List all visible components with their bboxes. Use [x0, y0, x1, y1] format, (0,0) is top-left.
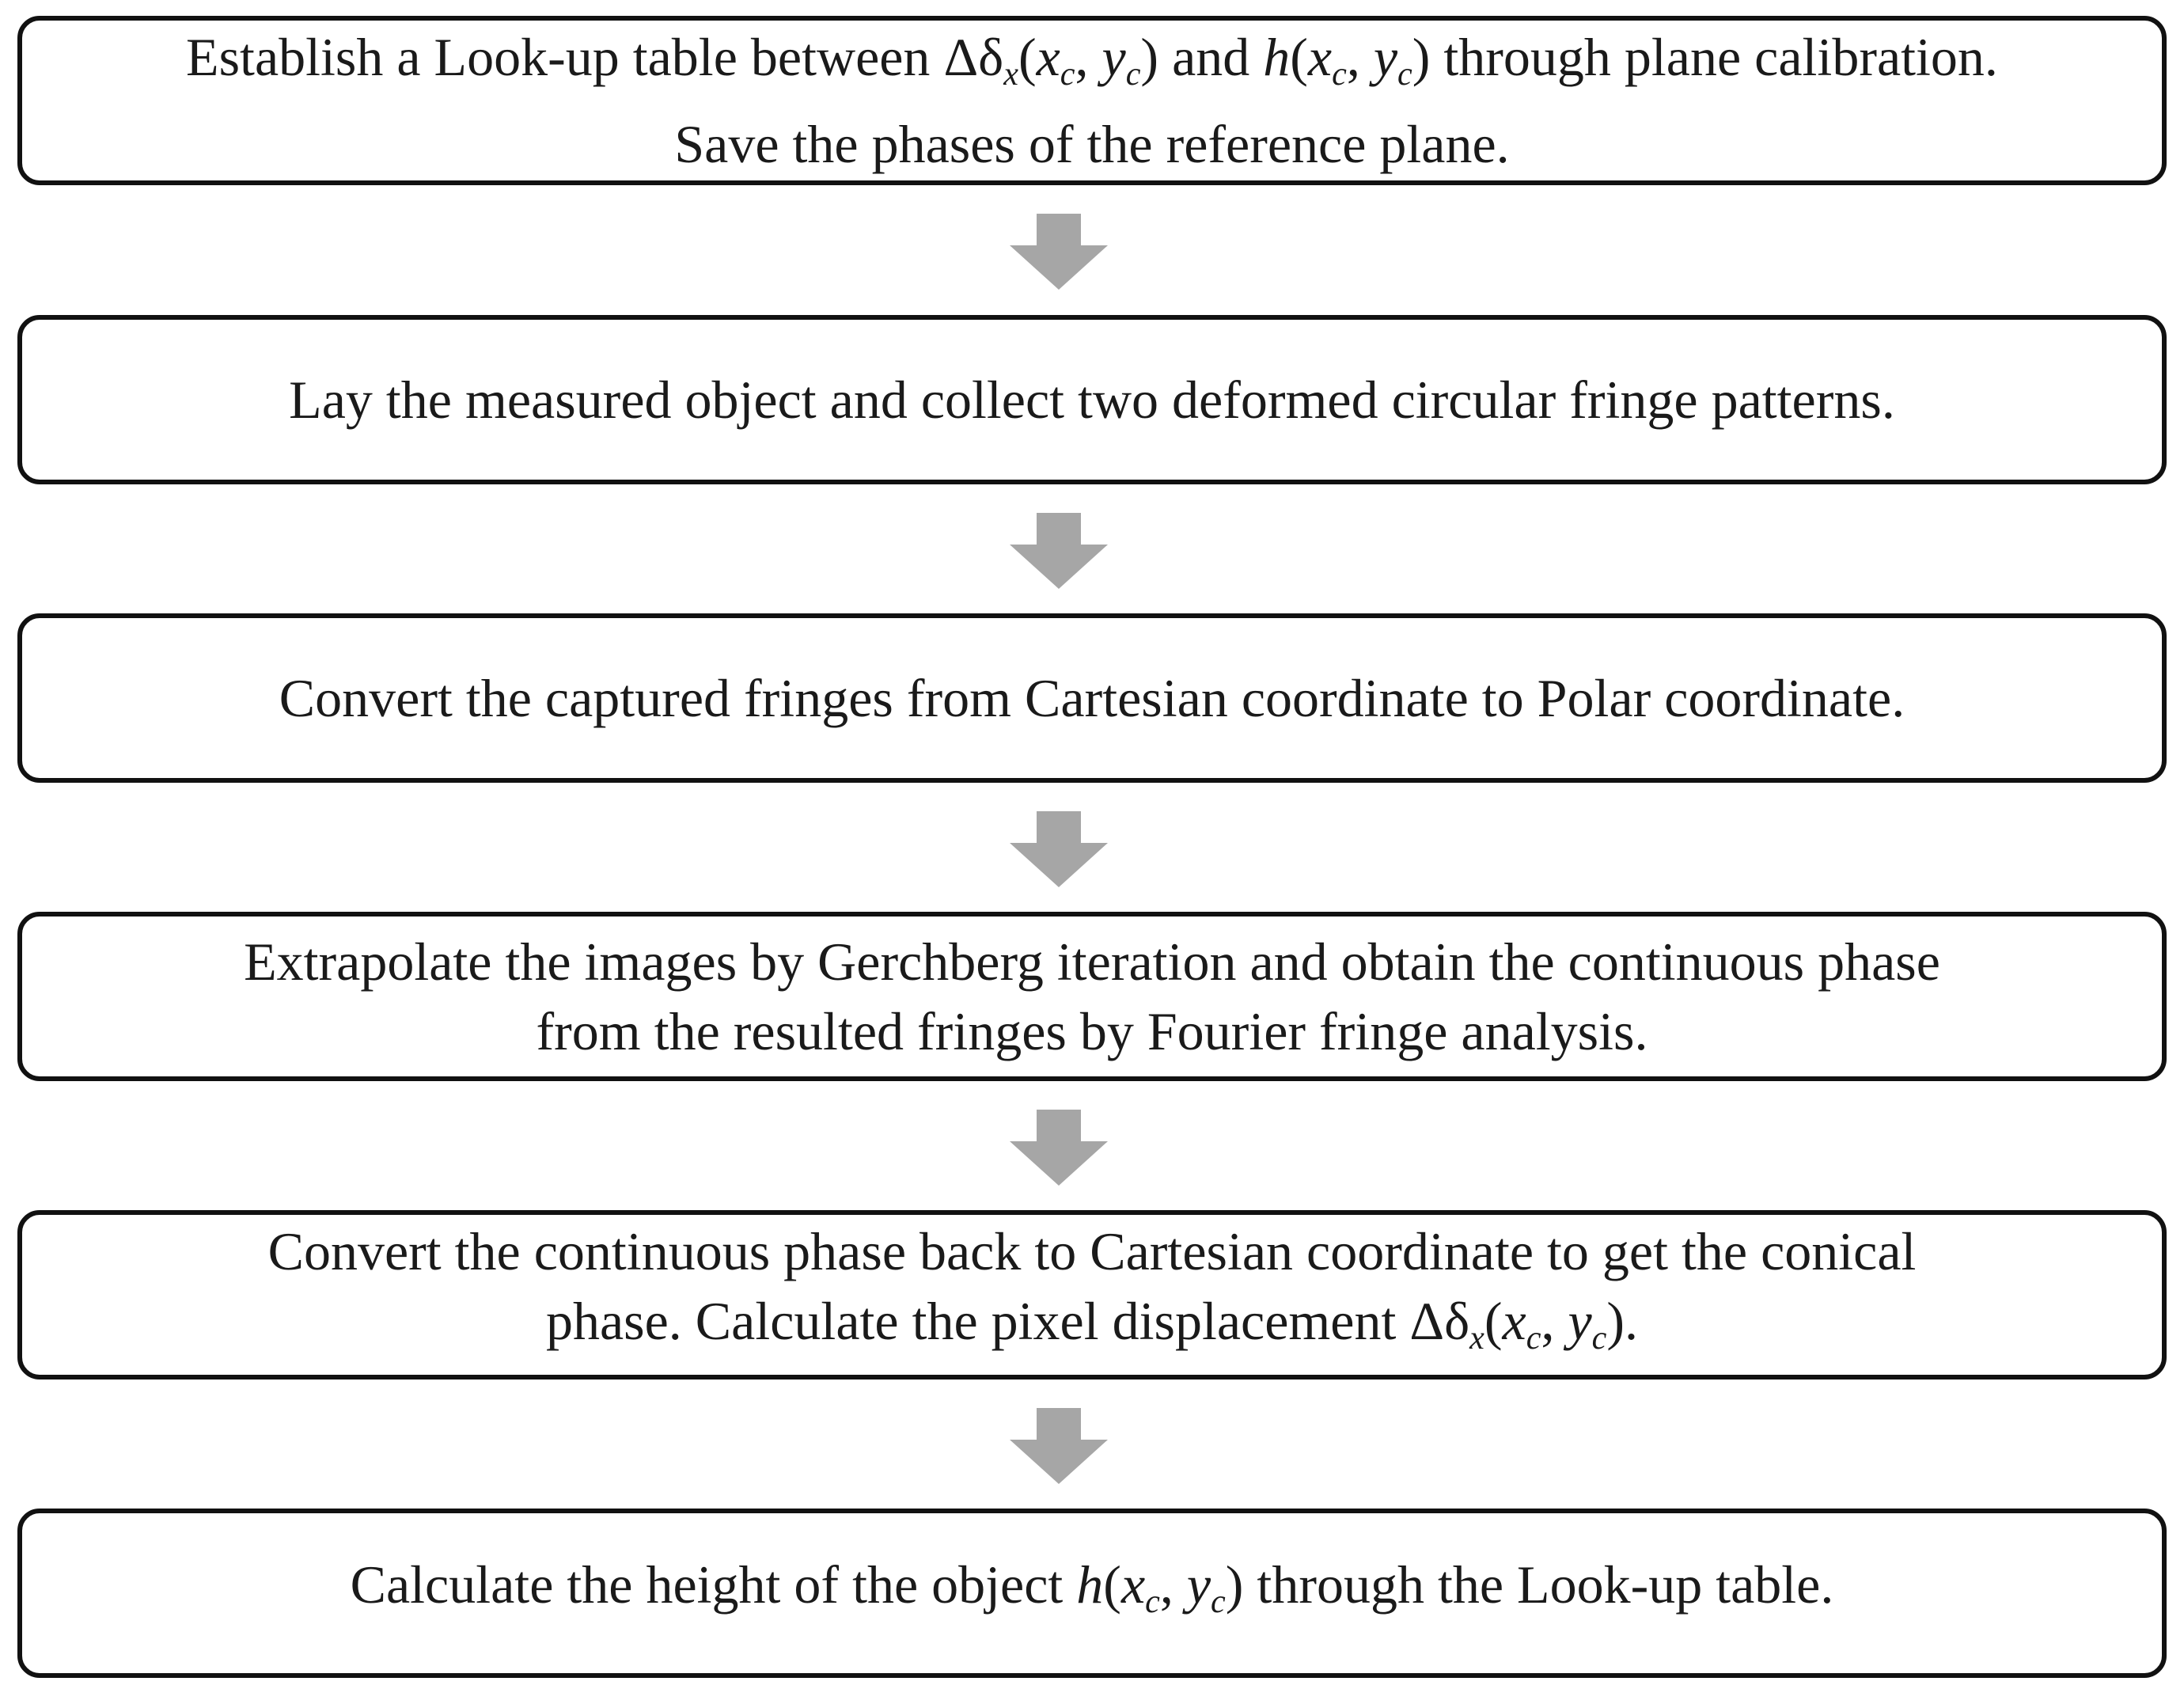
var-x-subscript: c [1060, 55, 1075, 93]
paren-close: ). [1606, 1291, 1638, 1352]
step-3-line-1: Convert the captured fringes from Cartesian coordinate to Polar coordinate. [279, 668, 1905, 728]
delta-delta-symbol: Δδ [1409, 1291, 1470, 1352]
step-box-extrapolate-gerchberg [17, 912, 2167, 1081]
delta-delta-symbol: Δδ [943, 27, 1004, 88]
delta-subscript: x [1469, 1319, 1484, 1357]
step-1-text-a: Establish a Look-up table between [186, 27, 944, 88]
step-1-text-b: and [1158, 27, 1264, 88]
var-x-subscript: c [1526, 1319, 1541, 1357]
step-6-text-a: Calculate the height of the object [350, 1554, 1077, 1615]
down-arrow-icon [1003, 1110, 1114, 1189]
step-1-text-c: through plane calibration. [1430, 27, 1998, 88]
paren-close: ) [1412, 27, 1431, 88]
var-y-subscript: c [1125, 55, 1141, 93]
delta-subscript: x [1003, 55, 1018, 93]
step-6-text-b: through the Look-up table. [1243, 1554, 1834, 1615]
comma: , [1159, 1554, 1187, 1615]
step-box-lay-object [17, 315, 2167, 484]
comma: , [1541, 1291, 1568, 1352]
var-y-subscript: c [1591, 1319, 1607, 1357]
var-x-subscript: c [1332, 55, 1347, 93]
var-h: h [1076, 1554, 1104, 1615]
paren-open: ( [1103, 1554, 1121, 1615]
paren-open: ( [1484, 1291, 1503, 1352]
down-arrow-icon [1003, 811, 1114, 890]
var-x: x [1502, 1291, 1526, 1352]
step-6-line-1 [351, 1550, 1834, 1637]
down-arrow-icon [1003, 1408, 1114, 1487]
step-1-line-1 [186, 22, 1998, 109]
step-5-line-1: Convert the continuous phase back to Cartesian coordinate to get the conical [267, 1221, 1917, 1282]
var-y: y [1568, 1291, 1592, 1352]
var-y-subscript: c [1211, 1582, 1226, 1620]
step-4-line-1: Extrapolate the images by Gerchberg iteration and obtain the continuous phase [244, 932, 1940, 992]
down-arrow-icon [1003, 214, 1114, 293]
step-box-convert-back-cartesian [17, 1210, 2167, 1380]
paren-open: ( [1290, 27, 1308, 88]
var-x: x [1120, 1554, 1146, 1615]
var-y: y [1101, 27, 1126, 88]
comma: , [1346, 27, 1374, 88]
step-box-convert-to-polar [17, 613, 2167, 783]
var-h: h [1263, 27, 1291, 88]
comma: , [1075, 27, 1102, 88]
step-box-calculate-height [17, 1509, 2167, 1678]
var-x-subscript: c [1145, 1582, 1160, 1620]
step-box-establish-lookup-table [17, 16, 2167, 185]
var-y: y [1186, 1554, 1211, 1615]
paren-close: ) [1225, 1554, 1244, 1615]
var-x: x [1036, 27, 1060, 88]
down-arrow-icon [1003, 513, 1114, 592]
paren-open: ( [1018, 27, 1037, 88]
step-5-text-a: phase. Calculate the pixel displacement [545, 1291, 1410, 1352]
step-1-line-2: Save the phases of the reference plane. [674, 113, 1510, 174]
var-x: x [1307, 27, 1333, 88]
step-2-line-1: Lay the measured object and collect two deformed circular fringe patterns. [289, 370, 1895, 430]
var-y-subscript: c [1397, 55, 1412, 93]
step-5-line-2 [546, 1286, 1638, 1373]
paren-close: ) [1140, 27, 1159, 88]
step-4-line-2: from the resulted fringes by Fourier fringe analysis. [536, 1001, 1648, 1061]
var-y: y [1373, 27, 1397, 88]
